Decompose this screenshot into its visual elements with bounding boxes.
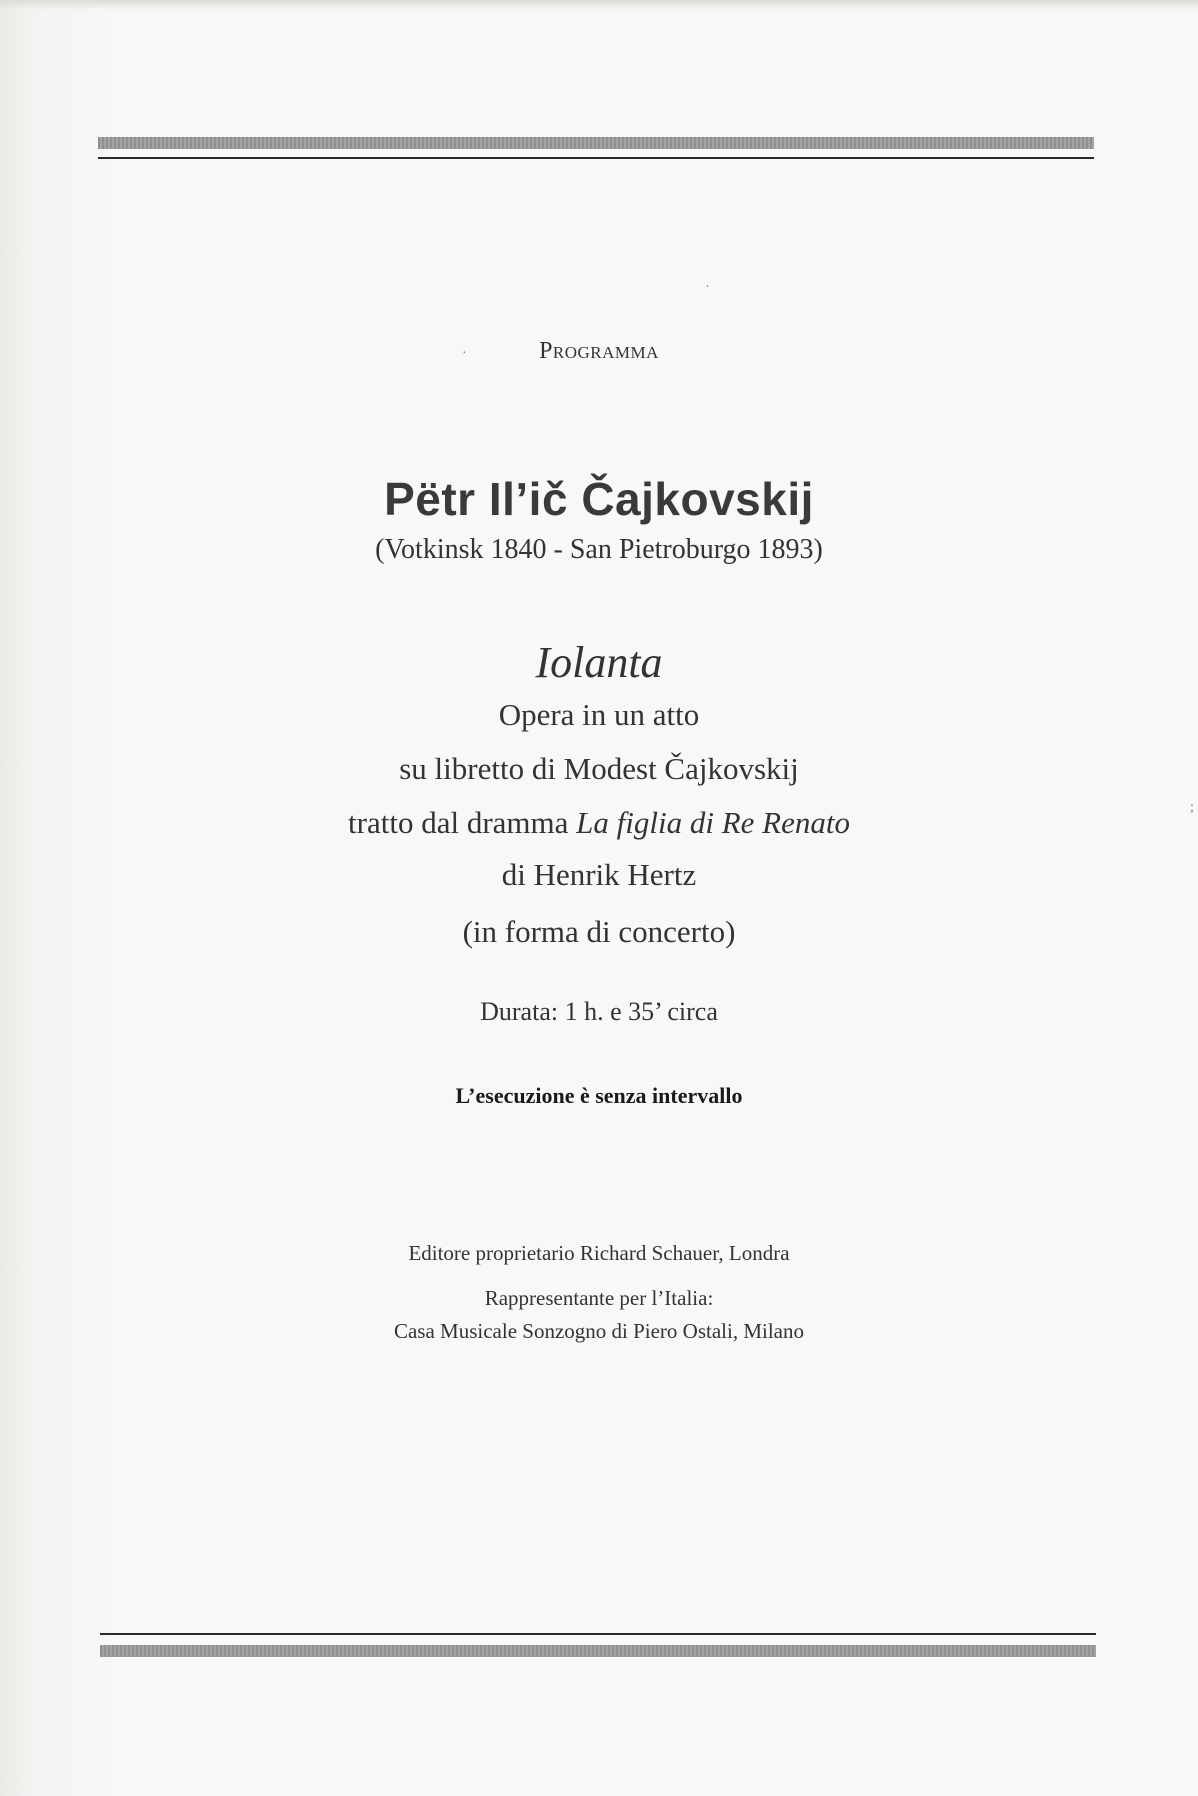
interval-note: L’esecuzione è senza intervallo bbox=[455, 1083, 743, 1108]
composer-name: Pëtr Il’ič Čajkovskij bbox=[384, 473, 814, 525]
bottom-rule-line bbox=[100, 1633, 1096, 1635]
publisher-line-3: Casa Musicale Sonzogno di Piero Ostali, Milano bbox=[393, 1319, 805, 1343]
composer-dates: (Votkinsk 1840 - San Pietroburgo 1893) bbox=[375, 534, 823, 565]
paper-speck: · bbox=[462, 346, 467, 361]
bottom-rule-band bbox=[100, 1645, 1096, 1657]
publisher-line-1: Editore proprietario Richard Schauer, Londra bbox=[408, 1241, 790, 1265]
source-title: La figlia di Re Renato bbox=[576, 805, 850, 840]
duration: Durata: 1 h. e 35’ circa bbox=[480, 997, 718, 1026]
top-rule-band bbox=[98, 137, 1094, 149]
performance-form: (in forma di concerto) bbox=[462, 914, 736, 949]
source-prefix: tratto dal dramma bbox=[348, 805, 569, 840]
top-rule-line bbox=[98, 157, 1094, 159]
source-line bbox=[0, 805, 1198, 841]
page-top-shadow bbox=[0, 0, 1198, 10]
publisher-line-2: Rappresentante per l’Italia: bbox=[484, 1286, 714, 1310]
opera-title: Iolanta bbox=[535, 638, 663, 687]
paper-speck: ; bbox=[1190, 800, 1194, 815]
program-heading: Programma bbox=[539, 338, 659, 364]
opera-genre: Opera in un atto bbox=[498, 697, 700, 732]
libretto-line: su libretto di Modest Čajkovskij bbox=[399, 751, 799, 786]
paper-speck: · bbox=[705, 280, 710, 295]
source-author: di Henrik Hertz bbox=[501, 857, 697, 892]
